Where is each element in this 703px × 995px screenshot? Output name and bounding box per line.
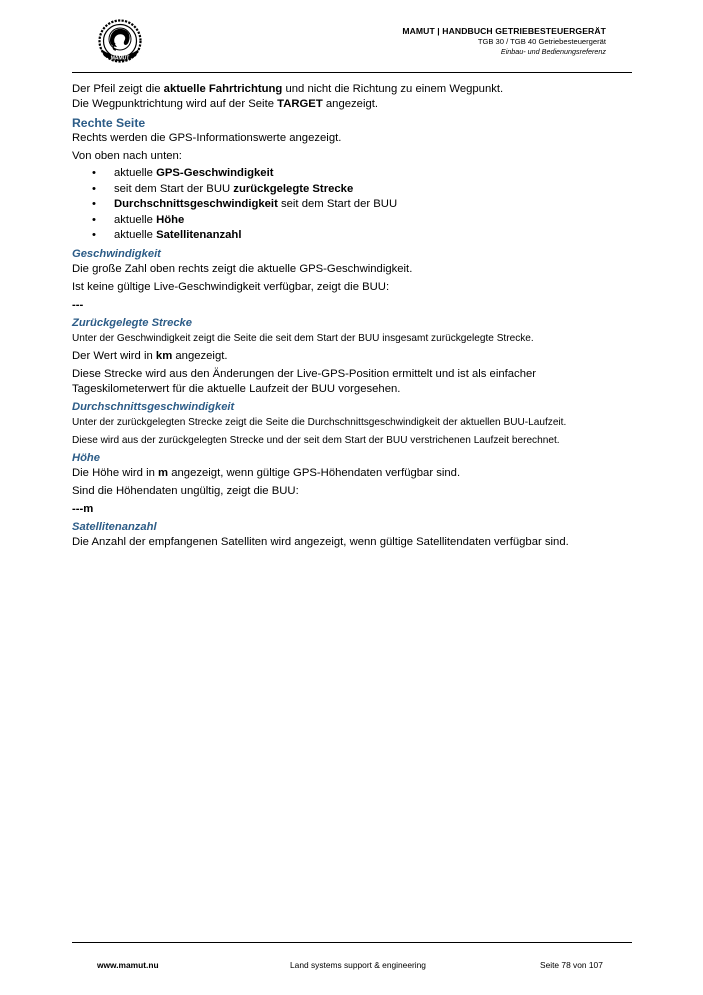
logo-text: MAMUT [110,55,130,62]
list-item: • aktuelle Satellitenanzahl [72,228,642,244]
document-header [402,26,606,57]
footer-website: www.mamut.nu [97,960,159,970]
list-item: • aktuelle GPS-Geschwindigkeit [72,166,642,182]
mamut-logo [95,19,145,65]
right-side-text: Rechts werden die GPS-Informationswerte angezeigt. [72,132,342,144]
bullet-icon: • [92,198,96,210]
subheading-satellites: Satellitenanzahl [72,520,157,533]
section-heading-right-side: Rechte Seite [72,116,146,130]
satellites-text: Die Anzahl der empfangenen Satelliten wird angezeigt, wenn gültige Satellitendaten verfügbar sind. [72,535,569,548]
bullet-icon: • [92,229,96,241]
distance-method-text: Diese Strecke wird aus den Änderungen der Live-GPS-Position ermittelt und ist als einfacher Tageskilometerwert für die aktuelle Laufzeit der BUU vorgesehen. [72,367,537,395]
header-subtitle: TGB 30 / TGB 40 Getriebesteuergerät [477,37,606,46]
list-item: • Durchschnittsgeschwindigkeit seit dem Start der BUU [72,197,642,213]
bullet-icon: • [92,213,96,226]
footer-tagline: Land systems support & engineering [290,960,426,970]
footer-page-number: Seite 78 von 107 [540,960,603,970]
bullet-icon: • [92,182,96,195]
average-speed-calc-text: Diese wird aus der zurückgelegten Strecke und der seit dem Start der BUU verstrichenen Laufzeit berechnet. [72,434,560,446]
altitude-invalid-value: ---m [72,502,94,515]
list-item: • aktuelle Höhe [72,213,642,229]
altitude-text: Die Höhe wird in m angezeigt, wenn gültige GPS-Höhendaten verfügbar sind. [72,466,461,479]
subheading-speed: Geschwindigkeit [72,247,161,260]
header-divider [72,72,632,73]
speed-invalid-text: Ist keine gültige Live-Geschwindigkeit verfügbar, zeigt die BUU: [72,280,390,293]
intro-line-1: Der Pfeil zeigt die aktuelle Fahrtrichtung und nicht die Richtung zu einem Wegpunkt. [72,83,504,95]
intro-line-2: Die Wegpunktrichtung wird auf der Seite TARGET angezeigt. [72,98,379,110]
right-side-order-text: Von oben nach unten: [72,150,182,162]
distance-text: Unter der Geschwindigkeit zeigt die Seite die seit dem Start der BUU insgesamt zurückgelegte Strecke. [72,332,534,344]
subheading-altitude: Höhe [72,451,100,464]
speed-text: Die große Zahl oben rechts zeigt die aktuelle GPS-Geschwindigkeit. [72,262,413,275]
average-speed-text: Unter der zurückgelegten Strecke zeigt die Seite die Durchschnittsgeschwindigkeit der aktuellen BUU-Laufzeit. [72,416,567,428]
subheading-average-speed: Durchschnittsgeschwindigkeit [72,400,235,413]
header-title: MAMUT | HANDBUCH GETRIEBESTEUERGERÄT [402,26,606,36]
distance-unit-text: Der Wert wird in km angezeigt. [72,349,228,362]
bullet-icon: • [92,167,96,179]
altitude-invalid-text: Sind die Höhendaten ungültig, zeigt die BUU: [72,484,299,497]
list-item: • seit dem Start der BUU zurückgelegte Strecke [72,182,642,198]
speed-invalid-value: --- [72,298,84,311]
subheading-distance: Zurückgelegte Strecke [72,316,193,329]
page-content [72,82,642,550]
header-subtitle-2: Einbau- und Bedienungsreferenz [500,47,606,56]
footer-divider [72,942,632,943]
gps-values-list [72,166,642,244]
